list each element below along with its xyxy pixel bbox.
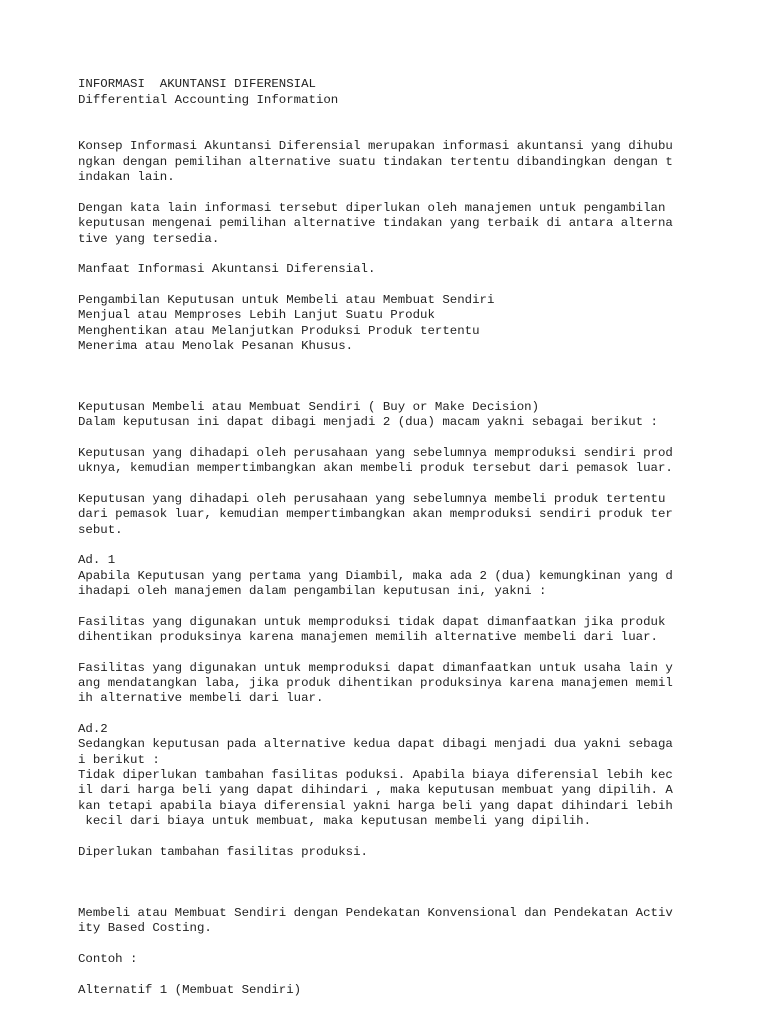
list-item: Menghentikan atau Melanjutkan Produksi Produk tertentu [78, 324, 480, 338]
text-line: ngkan dengan pemilihan alternative suatu tindakan tertentu dibandingkan dengan t [78, 155, 673, 169]
text-line: Konsep Informasi Akuntansi Diferensial merupakan informasi akuntansi yang dihubu [78, 139, 673, 153]
text-line: keputusan mengenai pemilihan alternative tindakan yang terbaik di antara alterna [78, 216, 673, 230]
text-line: Contoh : [78, 952, 138, 966]
text-line: Fasilitas yang digunakan untuk memproduksi tidak dapat dimanfaatkan jika produk [78, 615, 666, 629]
section-heading: Manfaat Informasi Akuntansi Diferensial. [78, 262, 376, 276]
list-item: Pengambilan Keputusan untuk Membeli atau Membuat Sendiri [78, 293, 495, 307]
text-line: i berikut : [78, 753, 160, 767]
section-heading: Keputusan Membeli atau Membuat Sendiri ( Buy or Make Decision) [78, 400, 540, 414]
text-line: Dengan kata lain informasi tersebut diperlukan oleh manajemen untuk pengambilan [78, 201, 666, 215]
text-line: ity Based Costing. [78, 921, 212, 935]
text-line: kecil dari biaya untuk membuat, maka keputusan membeli yang dipilih. [78, 814, 592, 828]
document-subtitle: Differential Accounting Information [78, 93, 339, 107]
text-line: Alternatif 1 (Membuat Sendiri) [78, 983, 302, 997]
document-title: INFORMASI AKUNTANSI DIFERENSIAL [78, 77, 316, 91]
text-line: dihentikan produksinya karena manajemen memilih alternative membeli dari luar. [78, 630, 658, 644]
list-item: Menjual atau Memproses Lebih Lanjut Suatu Produk [78, 308, 435, 322]
text-line: Fasilitas yang digunakan untuk memproduksi dapat dimanfaatkan untuk usaha lain y [78, 661, 673, 675]
subsection-label: Ad.2 [78, 722, 108, 736]
text-line: Apabila Keputusan yang pertama yang Diambil, maka ada 2 (dua) kemungkinan yang d [78, 569, 673, 583]
text-line: dari pemasok luar, kemudian mempertimbangkan akan memproduksi sendiri produk ter [78, 507, 673, 521]
text-line: il dari harga beli yang dapat dihindari , maka keputusan membuat yang dipilih. A [78, 783, 673, 797]
text-line: Keputusan yang dihadapi oleh perusahaan yang sebelumnya membeli produk tertentu [78, 492, 666, 506]
text-line: sebut. [78, 523, 123, 537]
text-line: ang mendatangkan laba, jika produk dihentikan produksinya karena manajemen memil [78, 676, 673, 690]
text-line: Keputusan yang dihadapi oleh perusahaan yang sebelumnya memproduksi sendiri prod [78, 446, 673, 460]
text-line: uknya, kemudian mempertimbangkan akan membeli produk tersebut dari pemasok luar. [78, 461, 673, 475]
text-line: Tidak diperlukan tambahan fasilitas poduksi. Apabila biaya diferensial lebih kec [78, 768, 673, 782]
subsection-label: Ad. 1 [78, 553, 116, 567]
text-line: indakan lain. [78, 170, 175, 184]
text-line: ihadapi oleh manajemen dalam pengambilan keputusan ini, yakni : [78, 584, 547, 598]
text-line: ih alternative membeli dari luar. [78, 691, 324, 705]
text-line: Dalam keputusan ini dapat dibagi menjadi 2 (dua) macam yakni sebagai berikut : [78, 415, 658, 429]
text-line: kan tetapi apabila biaya diferensial yakni harga beli yang dapat dihindari lebih [78, 799, 673, 813]
text-line: Sedangkan keputusan pada alternative kedua dapat dibagi menjadi dua yakni sebaga [78, 737, 673, 751]
section-heading: Membeli atau Membuat Sendiri dengan Pendekatan Konvensional dan Pendekatan Activ [78, 906, 673, 920]
text-line: Diperlukan tambahan fasilitas produksi. [78, 845, 368, 859]
list-item: Menerima atau Menolak Pesanan Khusus. [78, 339, 354, 353]
text-line: tive yang tersedia. [78, 232, 220, 246]
